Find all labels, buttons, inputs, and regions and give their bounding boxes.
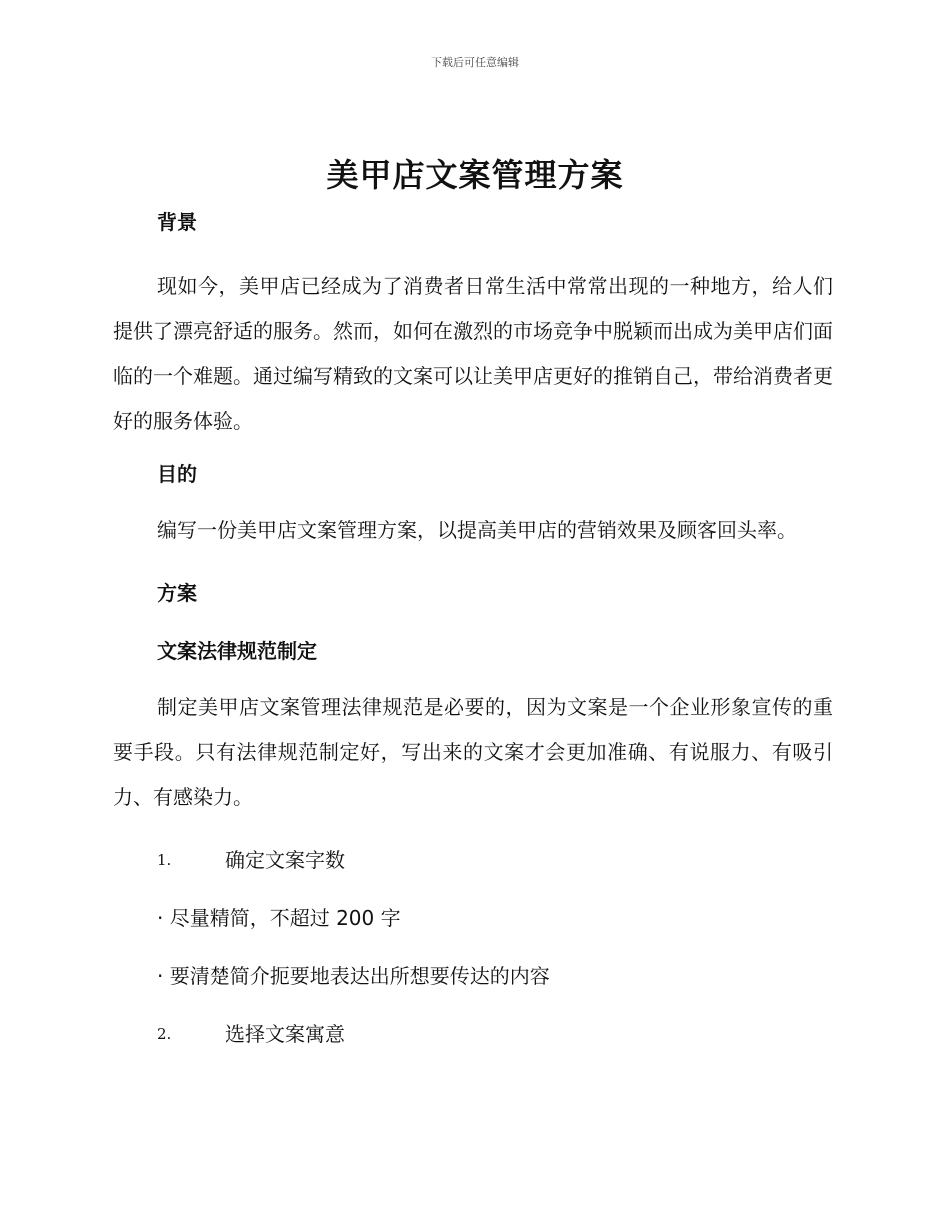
section-heading-purpose: 目的: [157, 462, 197, 486]
section-heading-legal: 文案法律规范制定: [157, 639, 317, 663]
list-item-1: [113, 842, 833, 878]
list-item-1-number: 1.: [157, 851, 172, 869]
document-body: [113, 204, 833, 1052]
list-item-2-number: 2.: [157, 1025, 172, 1043]
section-text-background: 现如今，美甲店已经成为了消费者日常生活中常常出现的一种地方，给人们提供了漂亮舒适的服务。然而，如何在激烈的市场竞争中脱颖而出成为美甲店们面临的一个难题。通过编写精致的文案可以让美甲店更好的推销自己，带给消费者更好的服务体验。: [113, 274, 833, 433]
bullet-item-1: · 尽量精简，不超过 200 字: [157, 906, 401, 930]
list-item-2: [113, 1016, 833, 1052]
section-text-purpose: 编写一份美甲店文案管理方案，以提高美甲店的营销效果及顾客回头率。: [157, 518, 797, 542]
section-heading-plan: 方案: [157, 581, 197, 605]
section-heading-background: 背景: [157, 210, 197, 234]
bullet-item-2: · 要清楚简介扼要地表达出所想要传达的内容: [157, 964, 550, 988]
section-text-legal: 制定美甲店文案管理法律规范是必要的，因为文案是一个企业形象宣传的重要手段。只有法律规范制定好，写出来的文案才会更加准确、有说服力、有吸引力、有感染力。: [113, 695, 833, 809]
header-note: 下载后可任意编辑: [431, 56, 519, 69]
list-item-1-label: 确定文案字数: [225, 848, 345, 872]
list-item-2-label: 选择文案寓意: [225, 1022, 345, 1046]
document-title: 美甲店文案管理方案: [326, 156, 624, 194]
